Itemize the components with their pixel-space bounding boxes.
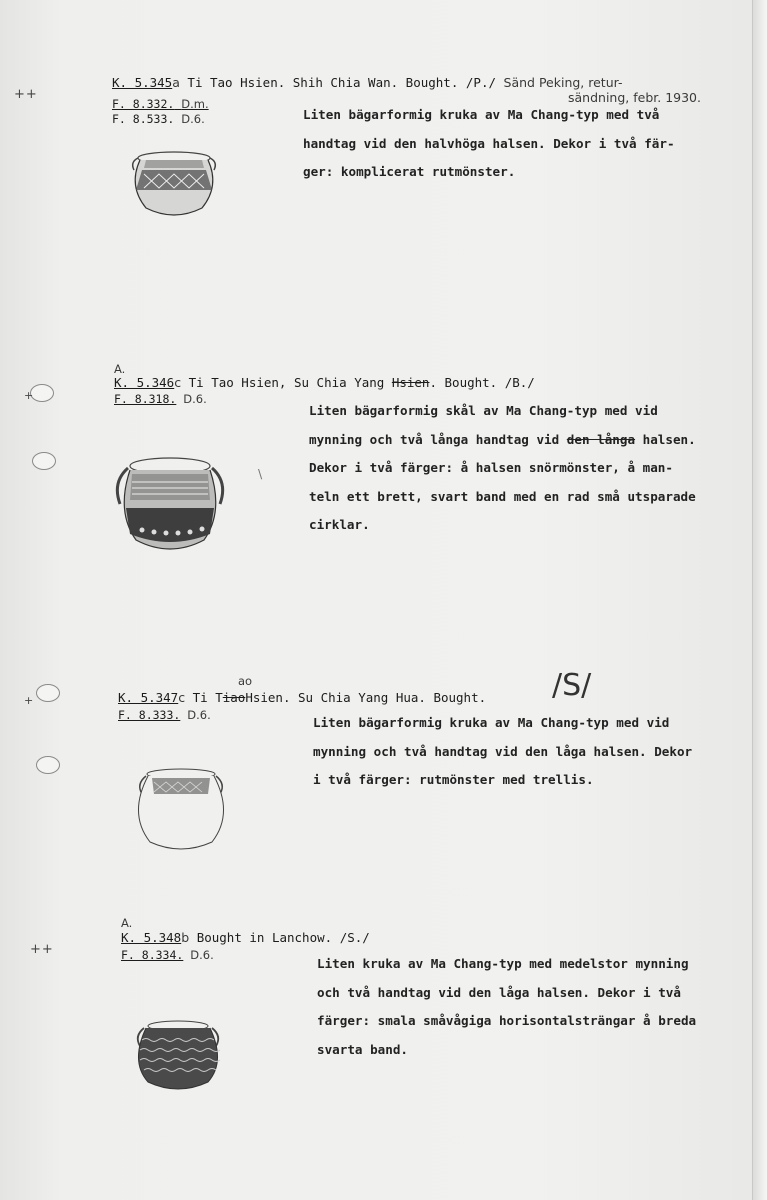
pot-sketch-3 xyxy=(126,764,236,854)
margin-mark: + xyxy=(24,694,35,707)
catalog-number: K. 5.347 xyxy=(118,690,179,705)
locality-prefix: Ti T xyxy=(192,690,223,705)
description: Liten bägarformig skål av Ma Chang-typ med vid mynning och två långa handtag vid den långa halsen. Dekor i två färger: å halsen snörmönster, å man- teln ett brett, svart band med en rad små utsparade cirklar. xyxy=(309,403,696,532)
locality: Ti Tao Hsien, Su Chia Yang xyxy=(188,375,392,390)
f-number: F. 8.318. D.6. xyxy=(114,392,207,406)
margin-mark: + xyxy=(24,389,35,402)
f-number: F. 8.332. D.m. xyxy=(112,97,209,111)
note-continued: sändning, febr. 1930. xyxy=(568,90,701,105)
pencil-stroke: \ xyxy=(258,466,263,481)
f-number: F. 8.533. D.6. xyxy=(112,112,205,126)
entry-header: K. 5.346c Ti Tao Hsien, Su Chia Yang Hsien. Bought. /B./ xyxy=(114,375,535,390)
entry-header xyxy=(121,930,370,945)
handwritten-suffix: c xyxy=(174,375,182,390)
entry-header xyxy=(112,75,622,90)
f-number: F. 8.334. D.6. xyxy=(121,948,214,962)
pot-sketch-2 xyxy=(110,452,230,562)
description: Liten kruka av Ma Chang-typ med medelstor mynning och två handtag vid den låga halsen. Dekor i två färger: smala småvågiga horisontalsträngar å breda svarta band. xyxy=(317,956,697,1057)
description: Liten bägarformig kruka av Ma Chang-typ med två handtag vid den halvhöga halsen. Dekor i två fär- ger: komplicerat rutmönster. xyxy=(303,107,675,179)
locality: Hsien. Su Chia Yang Hua. Bought. xyxy=(245,690,487,705)
catalog-number: K. 5.346 xyxy=(114,375,175,390)
collector-mark: /S/ xyxy=(552,668,592,703)
f-number: F. 8.333. D.6. xyxy=(118,708,211,722)
source-note: /S./ xyxy=(339,930,370,945)
page-edge xyxy=(752,0,767,1200)
source-note: /B./ xyxy=(504,375,535,390)
catalog-number: K. 5.348 xyxy=(121,930,182,945)
locality: Ti Tao Hsien. Shih Chia Wan. Bought. xyxy=(187,75,459,90)
handwritten-suffix: c xyxy=(178,690,186,705)
handwritten-suffix: a xyxy=(172,75,180,90)
margin-mark: ++ xyxy=(30,942,54,957)
struck-text: iao xyxy=(222,690,246,705)
locality: Bought in Lanchow. xyxy=(196,930,333,945)
pot-sketch-4 xyxy=(128,1018,228,1094)
entry-header xyxy=(118,690,486,705)
note: Sänd Peking, retur- xyxy=(503,75,623,90)
catalog-number: K. 5.345 xyxy=(112,75,173,90)
punch-hole xyxy=(36,684,60,702)
handwritten-suffix: b xyxy=(181,930,190,945)
struck-text: Hsien xyxy=(391,375,430,390)
entry-prefix: A. xyxy=(121,916,133,930)
entry-prefix: A. xyxy=(114,362,126,376)
correction: ao xyxy=(238,674,253,688)
punch-hole xyxy=(32,452,56,470)
pot-sketch-1 xyxy=(124,146,224,224)
description: Liten bägarformig kruka av Ma Chang-typ med vid mynning och två handtag vid den låga halsen. Dekor i två färger: rutmönster med trellis. xyxy=(313,715,693,787)
punch-hole xyxy=(36,756,60,774)
margin-mark: ++ xyxy=(14,87,38,102)
source-note: /P./ xyxy=(465,75,496,90)
